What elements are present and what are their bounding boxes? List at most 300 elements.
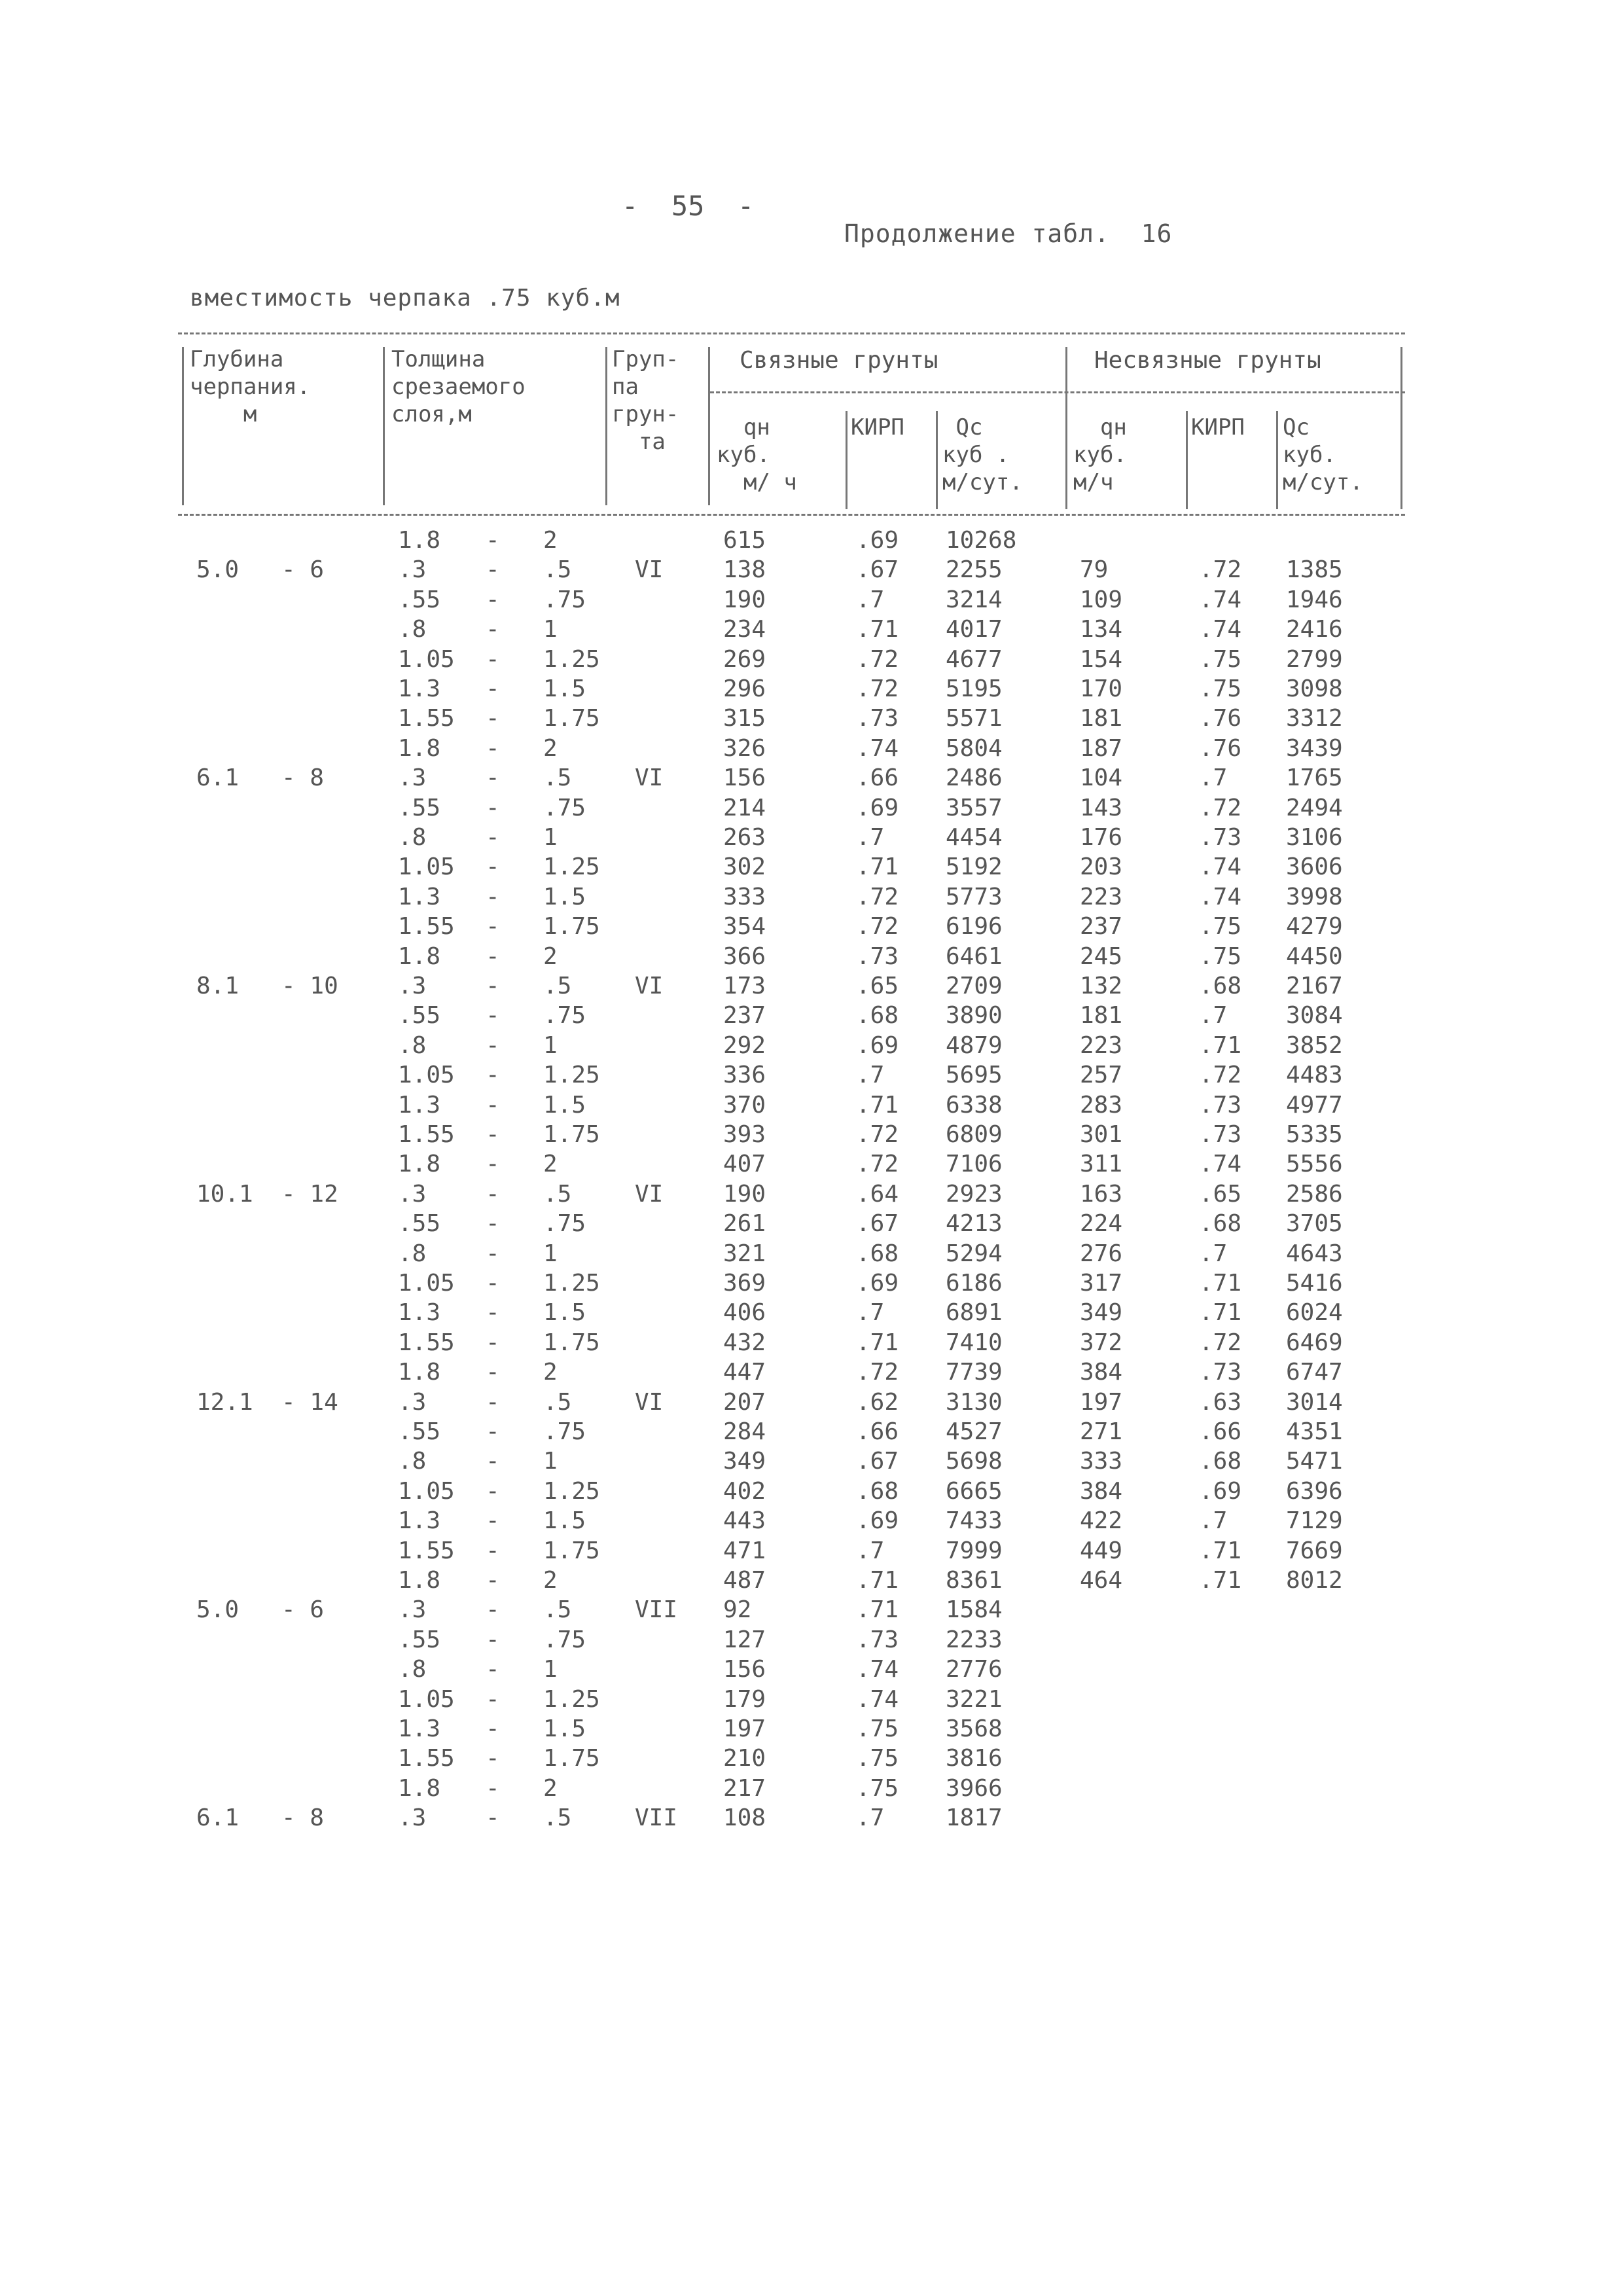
cell-kirp-cohesive: .69: [856, 527, 899, 554]
cell-kirp-noncohesive: .71: [1199, 1032, 1242, 1059]
cell-kirp-cohesive: .69: [856, 1032, 899, 1059]
cell-qh-cohesive: 302: [723, 853, 766, 880]
cell-kirp-cohesive: .7: [856, 1299, 885, 1326]
header-divider: [1065, 347, 1067, 509]
table-row: [0, 764, 1623, 795]
cell-qc-noncohesive: 3439: [1286, 735, 1343, 762]
cell-thickness-from: .55: [398, 1418, 441, 1445]
header-top-rule: [178, 332, 1405, 334]
cell-qh-cohesive: 443: [723, 1507, 766, 1534]
cell-soil-group: VI: [635, 556, 664, 583]
table-row: [0, 646, 1623, 676]
table-row: [0, 1745, 1623, 1775]
cell-kirp-noncohesive: .73: [1199, 1092, 1242, 1119]
cell-thickness-dash: -: [486, 675, 500, 702]
cell-qc-noncohesive: 6396: [1286, 1478, 1343, 1505]
cell-thickness-to: 1.5: [543, 1715, 586, 1742]
cell-thickness-to: 1.25: [543, 853, 600, 880]
cell-thickness-from: .55: [398, 1002, 441, 1029]
cell-thickness-dash: -: [486, 1359, 500, 1386]
cell-qc-noncohesive: 4450: [1286, 943, 1343, 970]
cell-qc-cohesive: 5571: [946, 705, 1003, 732]
header-thickness: Толщина срезаемого слоя,м: [391, 346, 526, 427]
cell-thickness-dash: -: [486, 1567, 500, 1594]
cell-kirp-noncohesive: .71: [1199, 1299, 1242, 1326]
cell-kirp-cohesive: .73: [856, 1626, 899, 1653]
cell-kirp-cohesive: .72: [856, 1121, 899, 1148]
cell-qh-cohesive: 261: [723, 1210, 766, 1237]
cell-qh-noncohesive: 181: [1080, 705, 1123, 732]
cell-thickness-from: .8: [398, 1240, 427, 1267]
table-row: [0, 1507, 1623, 1537]
cell-soil-group: VII: [635, 1596, 678, 1623]
table-row: [0, 705, 1623, 735]
cell-kirp-cohesive: .72: [856, 913, 899, 940]
cell-thickness-from: 1.05: [398, 646, 455, 673]
header-divider: [1186, 411, 1188, 509]
header-qc-noncohesive: Qc куб. м/сут.: [1283, 414, 1363, 495]
cell-kirp-cohesive: .72: [856, 1359, 899, 1386]
cell-kirp-cohesive: .66: [856, 1418, 899, 1445]
cell-kirp-cohesive: .74: [856, 1686, 899, 1713]
cell-kirp-noncohesive: .65: [1199, 1181, 1242, 1208]
cell-thickness-from: .8: [398, 616, 427, 643]
cell-kirp-cohesive: .7: [856, 1062, 885, 1088]
cell-kirp-cohesive: .74: [856, 735, 899, 762]
cell-thickness-from: .8: [398, 1448, 427, 1475]
cell-qh-cohesive: 138: [723, 556, 766, 583]
cell-kirp-noncohesive: .74: [1199, 853, 1242, 880]
cell-thickness-to: 2: [543, 1359, 558, 1386]
cell-qc-cohesive: 6461: [946, 943, 1003, 970]
cell-thickness-to: .75: [543, 586, 586, 613]
cell-qh-cohesive: 349: [723, 1448, 766, 1475]
cell-thickness-dash: -: [486, 1299, 500, 1326]
cell-qc-cohesive: 5192: [946, 853, 1003, 880]
table-row: [0, 1151, 1623, 1181]
table-continuation-label: Продолжение табл. 16: [844, 219, 1173, 248]
cell-qh-noncohesive: 349: [1080, 1299, 1123, 1326]
cell-qh-cohesive: 615: [723, 527, 766, 554]
cell-kirp-noncohesive: .75: [1199, 675, 1242, 702]
cell-thickness-dash: -: [486, 1389, 500, 1416]
cell-qh-cohesive: 333: [723, 884, 766, 910]
cell-qc-noncohesive: 3606: [1286, 853, 1343, 880]
cell-thickness-dash: -: [486, 1418, 500, 1445]
cell-thickness-dash: -: [486, 1537, 500, 1564]
table-row: [0, 1715, 1623, 1746]
cell-thickness-from: 1.3: [398, 1092, 441, 1119]
cell-kirp-noncohesive: .74: [1199, 1151, 1242, 1177]
cell-kirp-noncohesive: .7: [1199, 1507, 1228, 1534]
cell-qc-cohesive: 7106: [946, 1151, 1003, 1177]
table-row: [0, 586, 1623, 617]
cell-thickness-dash: -: [486, 1656, 500, 1683]
cell-kirp-noncohesive: .71: [1199, 1270, 1242, 1297]
cell-kirp-noncohesive: .72: [1199, 1329, 1242, 1356]
cell-thickness-to: 1.5: [543, 1092, 586, 1119]
table-row: [0, 1537, 1623, 1568]
header-divider: [846, 411, 847, 509]
cell-thickness-to: 2: [543, 735, 558, 762]
table-row: [0, 943, 1623, 973]
cell-thickness-from: 1.8: [398, 1775, 441, 1802]
cell-depth-range: 5.0 - 6: [196, 1596, 325, 1623]
cell-kirp-cohesive: .7: [856, 1804, 885, 1831]
cell-qc-noncohesive: 3705: [1286, 1210, 1343, 1237]
cell-qc-cohesive: 5695: [946, 1062, 1003, 1088]
cell-kirp-cohesive: .72: [856, 884, 899, 910]
cell-thickness-dash: -: [486, 1715, 500, 1742]
cell-thickness-to: 1.25: [543, 1270, 600, 1297]
cell-kirp-noncohesive: .76: [1199, 705, 1242, 732]
table-row: [0, 913, 1623, 943]
cell-thickness-from: 1.8: [398, 527, 441, 554]
cell-qh-noncohesive: 203: [1080, 853, 1123, 880]
cell-thickness-to: .5: [543, 973, 572, 999]
cell-kirp-cohesive: .7: [856, 824, 885, 851]
cell-qc-cohesive: 5804: [946, 735, 1003, 762]
cell-kirp-noncohesive: .7: [1199, 1240, 1228, 1267]
cell-qh-noncohesive: 311: [1080, 1151, 1123, 1177]
cell-qc-noncohesive: 2167: [1286, 973, 1343, 999]
cell-thickness-to: .5: [543, 764, 572, 791]
cell-qh-cohesive: 321: [723, 1240, 766, 1267]
cell-kirp-noncohesive: .71: [1199, 1567, 1242, 1594]
cell-kirp-noncohesive: .75: [1199, 646, 1242, 673]
cell-qc-cohesive: 5773: [946, 884, 1003, 910]
cell-thickness-dash: -: [486, 616, 500, 643]
cell-kirp-noncohesive: .74: [1199, 586, 1242, 613]
table-row: [0, 1418, 1623, 1448]
cell-qc-noncohesive: 4483: [1286, 1062, 1343, 1088]
cell-kirp-cohesive: .68: [856, 1002, 899, 1029]
cell-qc-noncohesive: 4279: [1286, 913, 1343, 940]
cell-kirp-noncohesive: .7: [1199, 764, 1228, 791]
cell-qh-cohesive: 207: [723, 1389, 766, 1416]
cell-kirp-cohesive: .69: [856, 795, 899, 821]
cell-qh-noncohesive: 317: [1080, 1270, 1123, 1297]
table-row: [0, 973, 1623, 1003]
cell-thickness-to: .75: [543, 795, 586, 821]
cell-qh-noncohesive: 197: [1080, 1389, 1123, 1416]
cell-qh-noncohesive: 384: [1080, 1359, 1123, 1386]
cell-kirp-noncohesive: .71: [1199, 1537, 1242, 1564]
cell-depth-range: 6.1 - 8: [196, 764, 325, 791]
cell-thickness-to: .5: [543, 1181, 572, 1208]
cell-qh-cohesive: 210: [723, 1745, 766, 1772]
cell-thickness-to: 1: [543, 1448, 558, 1475]
cell-kirp-cohesive: .64: [856, 1181, 899, 1208]
cell-qh-noncohesive: 181: [1080, 1002, 1123, 1029]
cell-thickness-from: 1.55: [398, 1745, 455, 1772]
cell-kirp-cohesive: .75: [856, 1745, 899, 1772]
cell-thickness-dash: -: [486, 1092, 500, 1119]
cell-depth-range: 5.0 - 6: [196, 556, 325, 583]
cell-qc-noncohesive: 4643: [1286, 1240, 1343, 1267]
cell-qh-cohesive: 487: [723, 1567, 766, 1594]
cell-qc-cohesive: 2486: [946, 764, 1003, 791]
header-soil-group: Груп- па грун- та: [612, 346, 679, 455]
cell-kirp-noncohesive: .75: [1199, 913, 1242, 940]
table-row: [0, 1775, 1623, 1805]
page-number: - 55 -: [622, 190, 755, 222]
cell-qh-noncohesive: 422: [1080, 1507, 1123, 1534]
cell-qc-cohesive: 5698: [946, 1448, 1003, 1475]
cell-qc-noncohesive: 3312: [1286, 705, 1343, 732]
cell-qh-cohesive: 296: [723, 675, 766, 702]
cell-qh-cohesive: 393: [723, 1121, 766, 1148]
cell-thickness-dash: -: [486, 705, 500, 732]
table-row: [0, 1032, 1623, 1062]
table-row: [0, 1359, 1623, 1389]
cell-qc-cohesive: 3966: [946, 1775, 1003, 1802]
cell-thickness-to: 2: [543, 1151, 558, 1177]
cell-qh-cohesive: 92: [723, 1596, 752, 1623]
cell-thickness-from: .3: [398, 1389, 427, 1416]
cell-thickness-dash: -: [486, 1804, 500, 1831]
cell-soil-group: VI: [635, 764, 664, 791]
cell-thickness-to: 1.5: [543, 1507, 586, 1534]
cell-qc-cohesive: 8361: [946, 1567, 1003, 1594]
cell-qc-cohesive: 3568: [946, 1715, 1003, 1742]
table-row: [0, 616, 1623, 646]
cell-thickness-dash: -: [486, 1448, 500, 1475]
cell-qc-noncohesive: 6469: [1286, 1329, 1343, 1356]
table-row: [0, 795, 1623, 825]
cell-qh-noncohesive: 143: [1080, 795, 1123, 821]
cell-qh-noncohesive: 372: [1080, 1329, 1123, 1356]
cell-thickness-to: .75: [543, 1002, 586, 1029]
cell-qh-noncohesive: 224: [1080, 1210, 1123, 1237]
cell-qc-cohesive: 4213: [946, 1210, 1003, 1237]
cell-kirp-noncohesive: .72: [1199, 1062, 1242, 1088]
cell-qh-cohesive: 366: [723, 943, 766, 970]
cell-qc-noncohesive: 4977: [1286, 1092, 1343, 1119]
cell-qc-cohesive: 3816: [946, 1745, 1003, 1772]
cell-kirp-cohesive: .73: [856, 705, 899, 732]
cell-qh-noncohesive: 104: [1080, 764, 1123, 791]
cell-kirp-cohesive: .7: [856, 1537, 885, 1564]
cell-kirp-noncohesive: .73: [1199, 1359, 1242, 1386]
cell-qh-cohesive: 447: [723, 1359, 766, 1386]
cell-thickness-dash: -: [486, 646, 500, 673]
cell-qh-noncohesive: 134: [1080, 616, 1123, 643]
cell-thickness-dash: -: [486, 853, 500, 880]
cell-qc-cohesive: 10268: [946, 527, 1017, 554]
cell-qc-cohesive: 2233: [946, 1626, 1003, 1653]
cell-kirp-noncohesive: .68: [1199, 1210, 1242, 1237]
cell-thickness-to: 1.75: [543, 1745, 600, 1772]
cell-kirp-noncohesive: .76: [1199, 735, 1242, 762]
bucket-capacity-caption: вместимость черпака .75 куб.м: [190, 285, 620, 312]
cell-qh-noncohesive: 109: [1080, 586, 1123, 613]
table-row: [0, 1686, 1623, 1716]
cell-thickness-from: 1.8: [398, 943, 441, 970]
cell-kirp-cohesive: .74: [856, 1656, 899, 1683]
cell-qc-noncohesive: 5471: [1286, 1448, 1343, 1475]
cell-thickness-from: 1.05: [398, 1270, 455, 1297]
cell-kirp-noncohesive: .69: [1199, 1478, 1242, 1505]
table-row: [0, 1329, 1623, 1359]
cell-qh-noncohesive: 271: [1080, 1418, 1123, 1445]
cell-thickness-from: 1.55: [398, 1329, 455, 1356]
table-row: [0, 556, 1623, 586]
cell-kirp-cohesive: .68: [856, 1478, 899, 1505]
cell-kirp-noncohesive: .66: [1199, 1418, 1242, 1445]
cell-thickness-from: 1.55: [398, 1537, 455, 1564]
cell-qh-cohesive: 432: [723, 1329, 766, 1356]
cell-qh-cohesive: 197: [723, 1715, 766, 1742]
header-depth: Глубина черпания. м: [190, 346, 311, 427]
cell-thickness-to: .5: [543, 1596, 572, 1623]
cell-qh-cohesive: 402: [723, 1478, 766, 1505]
cell-qc-cohesive: 3130: [946, 1389, 1003, 1416]
cell-qh-cohesive: 156: [723, 764, 766, 791]
cell-thickness-from: .3: [398, 556, 427, 583]
cell-kirp-cohesive: .71: [856, 1092, 899, 1119]
cell-kirp-noncohesive: .72: [1199, 795, 1242, 821]
cell-qh-cohesive: 179: [723, 1686, 766, 1713]
cell-qc-noncohesive: 5556: [1286, 1151, 1343, 1177]
cell-qc-cohesive: 6196: [946, 913, 1003, 940]
cell-kirp-cohesive: .71: [856, 1329, 899, 1356]
cell-qc-cohesive: 6186: [946, 1270, 1003, 1297]
cell-thickness-from: 1.05: [398, 1478, 455, 1505]
cell-thickness-dash: -: [486, 1002, 500, 1029]
cell-qc-noncohesive: 7129: [1286, 1507, 1343, 1534]
cell-thickness-dash: -: [486, 943, 500, 970]
cell-kirp-cohesive: .66: [856, 764, 899, 791]
cell-thickness-from: .8: [398, 1656, 427, 1683]
cell-thickness-to: 1.75: [543, 913, 600, 940]
cell-kirp-cohesive: .68: [856, 1240, 899, 1267]
cell-thickness-dash: -: [486, 1329, 500, 1356]
cell-qc-noncohesive: 3852: [1286, 1032, 1343, 1059]
cell-thickness-to: .5: [543, 1804, 572, 1831]
cell-qh-noncohesive: 79: [1080, 556, 1109, 583]
cell-kirp-cohesive: .7: [856, 586, 885, 613]
cell-qc-cohesive: 4677: [946, 646, 1003, 673]
cell-qh-cohesive: 234: [723, 616, 766, 643]
cell-thickness-from: 1.8: [398, 1359, 441, 1386]
cell-qh-cohesive: 269: [723, 646, 766, 673]
header-divider: [182, 347, 184, 505]
cell-kirp-cohesive: .67: [856, 556, 899, 583]
cell-kirp-cohesive: .73: [856, 943, 899, 970]
cell-thickness-to: 1.75: [543, 1329, 600, 1356]
cell-qh-cohesive: 326: [723, 735, 766, 762]
cell-thickness-from: 1.3: [398, 1299, 441, 1326]
cell-qh-cohesive: 471: [723, 1537, 766, 1564]
cell-kirp-cohesive: .75: [856, 1775, 899, 1802]
cell-kirp-cohesive: .71: [856, 1596, 899, 1623]
cell-qc-noncohesive: 1385: [1286, 556, 1343, 583]
cell-thickness-to: .75: [543, 1210, 586, 1237]
cell-qc-cohesive: 4879: [946, 1032, 1003, 1059]
table-row: [0, 1240, 1623, 1270]
cell-thickness-from: 1.55: [398, 913, 455, 940]
cell-qc-noncohesive: 4351: [1286, 1418, 1343, 1445]
cell-kirp-noncohesive: .74: [1199, 884, 1242, 910]
cell-qc-cohesive: 7999: [946, 1537, 1003, 1564]
cell-qc-cohesive: 7410: [946, 1329, 1003, 1356]
cell-qc-noncohesive: 3084: [1286, 1002, 1343, 1029]
cell-thickness-from: .55: [398, 1210, 441, 1237]
cell-thickness-from: .3: [398, 1804, 427, 1831]
cell-qh-cohesive: 284: [723, 1418, 766, 1445]
cell-qc-cohesive: 4527: [946, 1418, 1003, 1445]
cell-thickness-from: 1.55: [398, 705, 455, 732]
cell-qc-cohesive: 6338: [946, 1092, 1003, 1119]
cell-qc-noncohesive: 1946: [1286, 586, 1343, 613]
cell-thickness-dash: -: [486, 586, 500, 613]
cell-qh-noncohesive: 223: [1080, 1032, 1123, 1059]
cell-soil-group: VII: [635, 1804, 678, 1831]
table-row: [0, 1478, 1623, 1508]
cell-kirp-noncohesive: .74: [1199, 616, 1242, 643]
table-row: [0, 1656, 1623, 1686]
cell-qc-noncohesive: 5335: [1286, 1121, 1343, 1148]
cell-kirp-cohesive: .69: [856, 1507, 899, 1534]
table-row: [0, 1299, 1623, 1329]
cell-thickness-dash: -: [486, 1775, 500, 1802]
cell-kirp-cohesive: .71: [856, 1567, 899, 1594]
cell-thickness-to: 1.25: [543, 1062, 600, 1088]
cell-kirp-cohesive: .75: [856, 1715, 899, 1742]
header-bottom-rule: [178, 514, 1405, 516]
header-divider: [708, 347, 710, 505]
cell-qc-cohesive: 5195: [946, 675, 1003, 702]
cell-thickness-to: 1.75: [543, 705, 600, 732]
cell-thickness-dash: -: [486, 764, 500, 791]
cell-kirp-noncohesive: .68: [1199, 973, 1242, 999]
cell-qc-cohesive: 6809: [946, 1121, 1003, 1148]
cell-thickness-from: .3: [398, 1596, 427, 1623]
cell-qh-noncohesive: 283: [1080, 1092, 1123, 1119]
header-noncohesive-soils: Несвязные грунты: [1094, 347, 1321, 374]
cell-qh-cohesive: 217: [723, 1775, 766, 1802]
cell-qc-cohesive: 6891: [946, 1299, 1003, 1326]
cell-qc-cohesive: 1584: [946, 1596, 1003, 1623]
cell-thickness-from: 1.8: [398, 735, 441, 762]
cell-qh-noncohesive: 132: [1080, 973, 1123, 999]
cell-kirp-noncohesive: .73: [1199, 824, 1242, 851]
cell-thickness-dash: -: [486, 1478, 500, 1505]
cell-qc-cohesive: 2255: [946, 556, 1003, 583]
cell-thickness-from: .55: [398, 1626, 441, 1653]
header-qh-noncohesive: qн куб. м/ч: [1073, 414, 1127, 495]
header-kirp-noncohesive: КИРП: [1191, 414, 1245, 440]
cell-qc-cohesive: 2709: [946, 973, 1003, 999]
cell-thickness-to: 1: [543, 824, 558, 851]
cell-kirp-cohesive: .69: [856, 1270, 899, 1297]
cell-thickness-to: .75: [543, 1626, 586, 1653]
header-qh-cohesive: qн куб. м/ ч: [717, 414, 797, 495]
cell-thickness-to: 1.5: [543, 675, 586, 702]
cell-qc-cohesive: 2776: [946, 1656, 1003, 1683]
cell-qh-cohesive: 214: [723, 795, 766, 821]
cell-thickness-from: 1.3: [398, 884, 441, 910]
header-kirp-cohesive: КИРП: [851, 414, 904, 440]
cell-qc-noncohesive: 3998: [1286, 884, 1343, 910]
cell-depth-range: 6.1 - 8: [196, 1804, 325, 1831]
cell-kirp-cohesive: .65: [856, 973, 899, 999]
cell-qc-cohesive: 5294: [946, 1240, 1003, 1267]
cell-qc-cohesive: 7739: [946, 1359, 1003, 1386]
table-row: [0, 1210, 1623, 1240]
cell-thickness-from: 1.05: [398, 1686, 455, 1713]
